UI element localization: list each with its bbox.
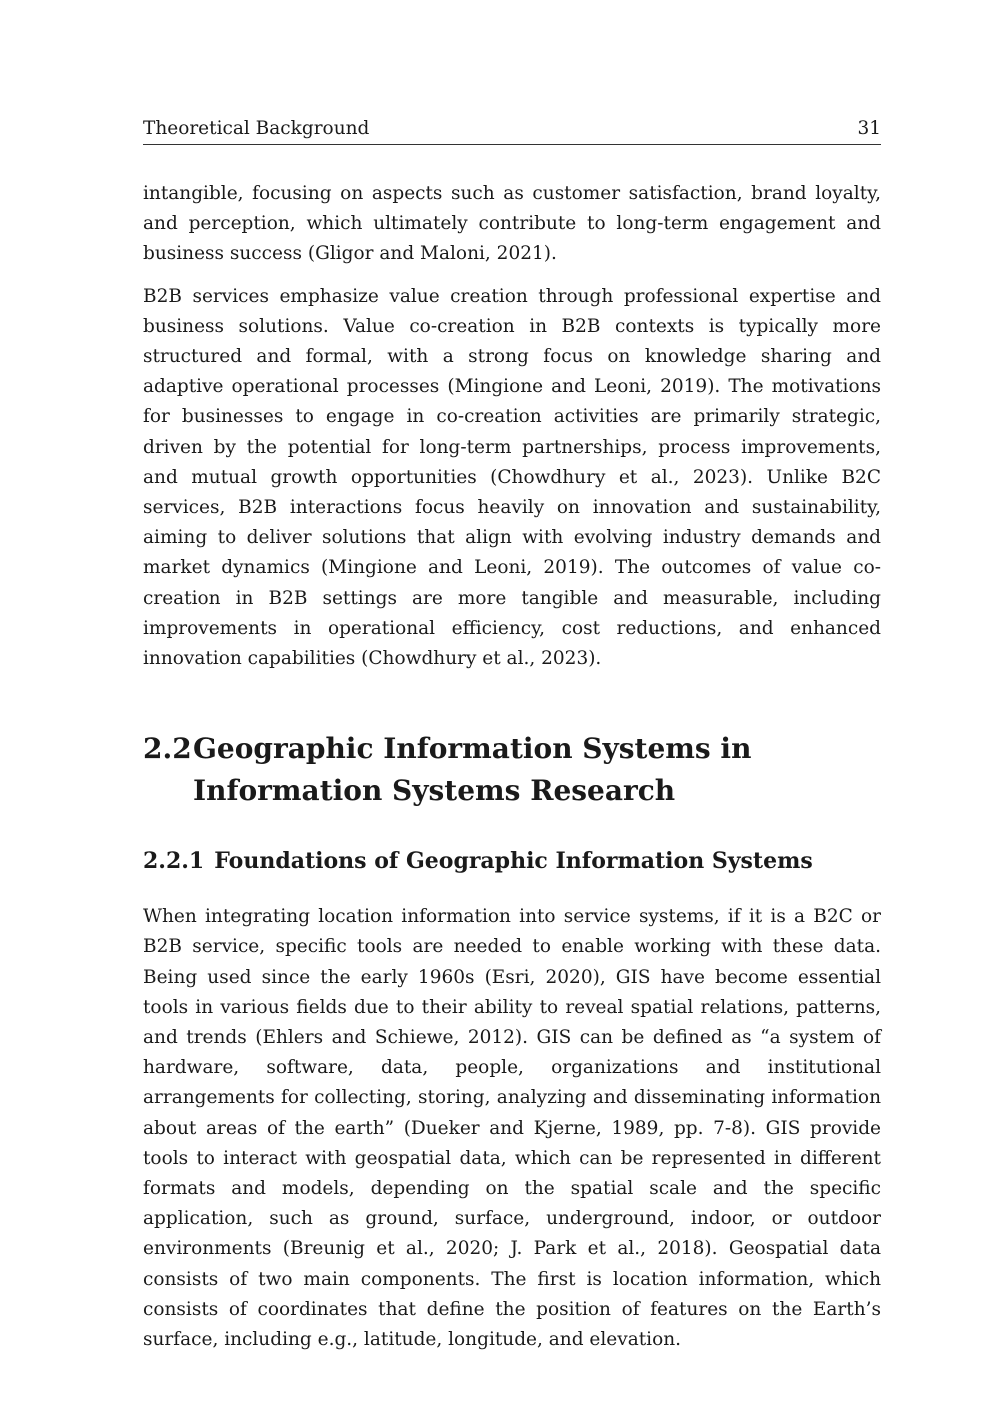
paragraph-intangible-outcomes: intangible, focusing on aspects such as customer satisfaction, brand loyalty, and perception, which ultimately contribute to long-term engagement and business success (Gligor and Maloni, 2021). <box>143 183 881 265</box>
header-title: Theoretical Background <box>143 118 370 139</box>
document-page <box>143 116 881 1355</box>
subsection-number: 2.2.1 <box>143 848 205 875</box>
subsection-heading <box>143 846 881 876</box>
paragraph-gis-foundations: When integrating location information into service systems, if it is a B2C or B2B service, specific tools are needed to enable working with these data. Being used since the early 1960s (Esri, 2020), GIS have become essential tools in various fields due to their ability to reveal spatial relations, patterns, and trends (Ehlers and Schiewe, 2012). GIS can be defined as “a system of hardware, software, data, people, organizations and institutional arrangements for collecting, storing, analyzing and disseminating information about areas of the earth” (Dueker and Kjerne, 1989, pp. 7-8). GIS provide tools to interact with geospatial data, which can be represented in different formats and models, depending on the spatial scale and the specific application, such as ground, surface, underground, indoor, or outdoor environments (Breunig et al., 2020; J. Park et al., 2018). Geospatial data consists of two main components. The first is location information, which consists of coordinates that define the position of features on the Earth’s surface, including e.g., latitude, longitude, and elevation. <box>143 906 881 1351</box>
running-header <box>143 116 881 145</box>
section-number: 2.2 <box>143 732 192 766</box>
page-number: 31 <box>857 118 881 139</box>
section-title: Geographic Information Systems in Information Systems Research <box>193 732 752 808</box>
section-heading <box>143 728 881 812</box>
subsection-title: Foundations of Geographic Information Systems <box>214 848 813 875</box>
paragraph-b2b-services: B2B services emphasize value creation through professional expertise and business solutions. Value co-creation in B2B contexts is typically more structured and formal, with a strong focus on knowledge sharing and adaptive operational processes (Mingione and Leoni, 2019). The motivations for businesses to engage in co-creation activities are primarily strategic, driven by the potential for long-term partnerships, process improvements, and mutual growth opportunities (Chowdhury et al., 2023). Unlike B2C services, B2B interactions focus heavily on innovation and sustainability, aiming to deliver solutions that align with evolving industry demands and market dynamics (Mingione and Leoni, 2019). The outcomes of value co-creation in B2B settings are more tangible and measurable, including improvements in operational efficiency, cost reductions, and enhanced innovation capabilities (Chowdhury et al., 2023). <box>143 285 881 670</box>
